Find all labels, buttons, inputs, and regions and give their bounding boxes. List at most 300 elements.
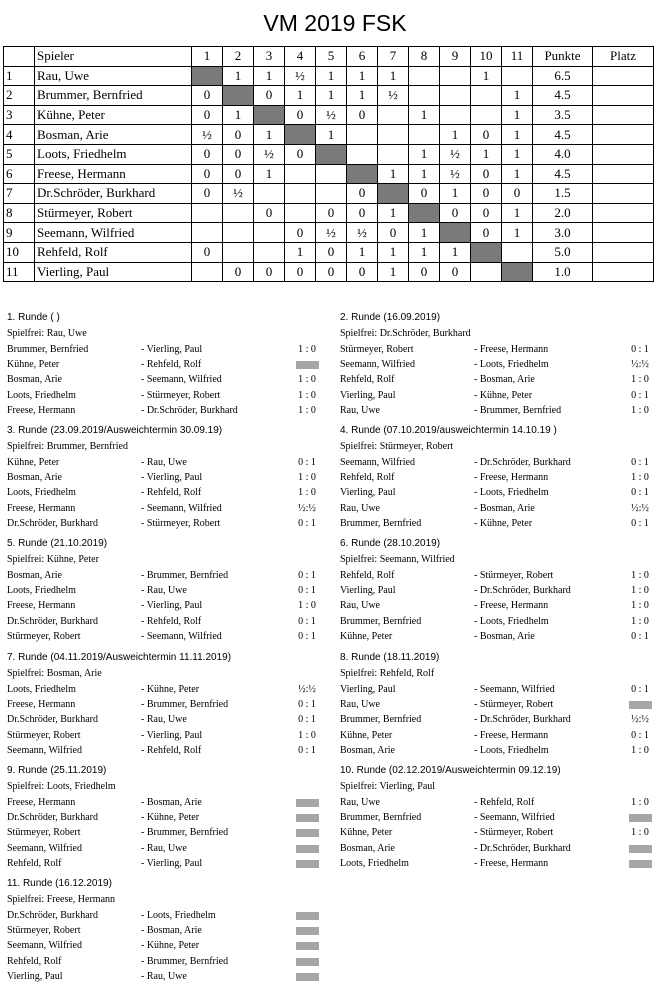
result-cell: 0: [378, 223, 409, 243]
game-result: 1 : 0: [631, 797, 649, 808]
row-number: 8: [4, 203, 35, 223]
game-row: [340, 684, 660, 699]
black-player: - Brummer, Bernfried: [474, 404, 562, 416]
game-result: 0 : 1: [298, 570, 316, 581]
result-cell: 1: [316, 66, 347, 86]
player-name: Rau, Uwe: [35, 66, 192, 86]
black-player: - Kühne, Peter: [141, 940, 200, 952]
header-cell: 2: [223, 47, 254, 67]
black-player: - Kühne, Peter: [141, 812, 200, 824]
black-player: - Loots, Friedhelm: [474, 744, 549, 756]
result-cell: 0: [254, 203, 285, 223]
game-result: 1 : 0: [631, 570, 649, 581]
result-cell: 0: [223, 262, 254, 282]
result-cell: 1: [440, 125, 471, 145]
round-block: [340, 538, 665, 648]
points-cell: 3.0: [533, 223, 593, 243]
game-row: [340, 843, 660, 858]
round-bye: Spielfrei: Freese, Hermann: [7, 894, 116, 905]
result-cell: 1: [471, 66, 502, 86]
result-cell: 1: [502, 125, 533, 145]
result-cell: 0: [192, 105, 223, 125]
white-player: Stürmeyer, Robert: [340, 344, 414, 355]
game-result: ½:½: [631, 359, 649, 371]
game-row: [7, 925, 327, 940]
black-player: - Freese, Hermann: [474, 857, 549, 869]
result-cell: ½: [316, 105, 347, 125]
round-bye: Spielfrei: Dr.Schröder, Burkhard: [340, 328, 471, 339]
game-row: [340, 405, 660, 420]
white-player: Seemann, Wilfried: [340, 359, 415, 371]
result-cell: 1: [440, 242, 471, 262]
white-player: Rau, Uwe: [340, 404, 380, 416]
round-bye: Spielfrei: Rau, Uwe: [7, 328, 87, 339]
game-row: [340, 344, 660, 359]
game-row: [340, 858, 660, 873]
black-player: - Vierling, Paul: [141, 344, 203, 355]
black-player: - Rau, Uwe: [141, 970, 187, 982]
black-player: - Loots, Friedhelm: [141, 910, 216, 921]
white-player: Loots, Friedhelm: [7, 487, 76, 499]
white-player: Loots, Friedhelm: [7, 684, 76, 695]
round-title: 4. Runde (07.10.2019/ausweichtermin 14.10.19 ): [340, 425, 557, 436]
result-cell: 0: [285, 262, 316, 282]
black-player: - Seemann, Wilfried: [474, 684, 555, 695]
result-cell: 0: [254, 262, 285, 282]
black-player: - Vierling, Paul: [141, 729, 203, 741]
game-row: [340, 487, 660, 502]
header-cell: 5: [316, 47, 347, 67]
black-player: - Vierling, Paul: [141, 857, 203, 869]
black-player: - Rehfeld, Rolf: [141, 359, 202, 371]
game-row: [340, 570, 660, 585]
game-result: 1 : 0: [298, 472, 316, 484]
pending-result-box: [296, 958, 319, 966]
game-row: [7, 730, 327, 745]
points-cell: 1.0: [533, 262, 593, 282]
result-cell: 1: [378, 164, 409, 184]
game-result: 0 : 1: [298, 517, 316, 529]
black-player: - Seemann, Wilfried: [141, 502, 222, 514]
result-cell: 0: [316, 203, 347, 223]
game-row: [7, 344, 327, 359]
game-result: 1 : 0: [631, 744, 649, 756]
white-player: Dr.Schröder, Burkhard: [7, 714, 98, 726]
game-row: [7, 390, 327, 405]
white-player: Rehfeld, Rolf: [340, 374, 395, 386]
white-player: Brummer, Bernfried: [340, 714, 422, 726]
game-result: 1 : 0: [298, 729, 316, 741]
round-bye: Spielfrei: Rehfeld, Rolf: [340, 668, 435, 679]
game-row: [340, 616, 660, 631]
result-cell: 0: [347, 203, 378, 223]
white-player: Kühne, Peter: [340, 827, 393, 839]
game-result: 0 : 1: [631, 517, 649, 529]
black-player: - Seemann, Wilfried: [474, 812, 555, 824]
result-cell: 1: [502, 144, 533, 164]
game-result: 1 : 0: [631, 600, 649, 612]
pending-result-box: [296, 973, 319, 981]
result-cell: 0: [223, 125, 254, 145]
result-cell: 1: [347, 66, 378, 86]
round-block: [7, 312, 332, 422]
game-row: [7, 472, 327, 487]
player-name: Brummer, Bernfried: [35, 86, 192, 106]
result-cell: 0: [471, 184, 502, 204]
game-row: [340, 699, 660, 714]
result-cell: 1: [471, 144, 502, 164]
black-player: - Brummer, Bernfried: [141, 699, 229, 711]
header-cell: Punkte: [533, 47, 593, 67]
game-row: [340, 600, 660, 615]
result-cell: 1: [316, 86, 347, 106]
game-row: [7, 487, 327, 502]
result-cell: 0: [192, 144, 223, 164]
result-cell: 1: [502, 203, 533, 223]
black-player: - Bosman, Arie: [141, 797, 202, 808]
black-player: - Rau, Uwe: [141, 457, 187, 468]
white-player: Rau, Uwe: [340, 797, 380, 808]
game-row: [7, 359, 327, 374]
black-player: - Bosman, Arie: [474, 630, 535, 642]
game-result: 1 : 0: [631, 472, 649, 484]
result-cell: 0: [192, 86, 223, 106]
game-row: [7, 910, 327, 925]
round-block: [7, 538, 332, 648]
white-player: Rau, Uwe: [340, 600, 380, 612]
round-title: 8. Runde (18.11.2019): [340, 652, 440, 663]
result-cell: 1: [409, 242, 440, 262]
white-player: Seemann, Wilfried: [340, 457, 415, 468]
player-name: Freese, Hermann: [35, 164, 192, 184]
result-cell: 1: [502, 86, 533, 106]
game-row: [340, 359, 660, 374]
result-cell: 1: [378, 66, 409, 86]
game-row: [7, 940, 327, 955]
white-player: Brummer, Bernfried: [340, 812, 422, 824]
player-name: Loots, Friedhelm: [35, 144, 192, 164]
result-cell: 0: [440, 262, 471, 282]
round-title: 9. Runde (25.11.2019): [7, 765, 107, 776]
result-cell: 0: [502, 184, 533, 204]
points-cell: 4.5: [533, 86, 593, 106]
pending-result-box: [629, 845, 652, 853]
pending-result-box: [296, 361, 319, 369]
black-player: - Freese, Hermann: [474, 729, 549, 741]
row-number: 7: [4, 184, 35, 204]
result-cell: 0: [471, 223, 502, 243]
white-player: Rehfeld, Rolf: [7, 955, 62, 967]
result-cell: 1: [285, 86, 316, 106]
game-result: 1 : 0: [631, 374, 649, 386]
white-player: Kühne, Peter: [340, 630, 393, 642]
game-row: [7, 745, 327, 760]
result-cell: 1: [409, 223, 440, 243]
game-row: [7, 503, 327, 518]
white-player: Bosman, Arie: [7, 472, 62, 484]
white-player: Seemann, Wilfried: [7, 744, 82, 756]
result-cell: 0: [285, 223, 316, 243]
black-player: - Loots, Friedhelm: [474, 487, 549, 499]
player-name: Bosman, Arie: [35, 125, 192, 145]
result-cell: 1: [223, 105, 254, 125]
black-player: - Kühne, Peter: [141, 684, 200, 695]
game-row: [7, 518, 327, 533]
white-player: Vierling, Paul: [340, 684, 396, 695]
result-cell: 1: [378, 203, 409, 223]
round-bye: Spielfrei: Kühne, Peter: [7, 554, 99, 565]
white-player: Dr.Schröder, Burkhard: [7, 910, 98, 921]
row-number: 9: [4, 223, 35, 243]
points-cell: 3.5: [533, 105, 593, 125]
round-title: 6. Runde (28.10.2019): [340, 538, 441, 549]
header-cell: Platz: [593, 47, 654, 67]
points-cell: 4.5: [533, 164, 593, 184]
black-player: - Rau, Uwe: [141, 842, 187, 854]
game-result: 1 : 0: [298, 344, 316, 355]
round-title: 5. Runde (21.10.2019): [7, 538, 108, 549]
black-player: - Bosman, Arie: [474, 374, 535, 386]
white-player: Vierling, Paul: [7, 970, 63, 982]
game-result: 0 : 1: [298, 714, 316, 726]
header-cell: 3: [254, 47, 285, 67]
game-result: 1 : 0: [631, 615, 649, 627]
white-player: Kühne, Peter: [7, 359, 60, 371]
round-block: [7, 425, 332, 535]
game-row: [340, 457, 660, 472]
white-player: Stürmeyer, Robert: [7, 925, 81, 937]
white-player: Vierling, Paul: [340, 487, 396, 499]
header-cell: 7: [378, 47, 409, 67]
white-player: Kühne, Peter: [7, 457, 60, 468]
black-player: - Dr.Schröder, Burkhard: [474, 457, 571, 468]
game-row: [7, 616, 327, 631]
black-player: - Dr.Schröder, Burkhard: [474, 585, 571, 597]
game-row: [340, 827, 660, 842]
header-cell: 4: [285, 47, 316, 67]
points-cell: 4.5: [533, 125, 593, 145]
white-player: Rehfeld, Rolf: [340, 472, 395, 484]
black-player: - Freese, Hermann: [474, 600, 549, 612]
black-player: - Kühne, Peter: [474, 389, 533, 401]
game-result: 1 : 0: [631, 404, 649, 416]
result-cell: ½: [440, 144, 471, 164]
result-cell: 0: [316, 262, 347, 282]
game-result: 0 : 1: [631, 389, 649, 401]
white-player: Stürmeyer, Robert: [7, 827, 81, 839]
game-row: [340, 472, 660, 487]
black-player: - Rau, Uwe: [141, 714, 187, 726]
result-cell: 1: [409, 105, 440, 125]
player-name: Stürmeyer, Robert: [35, 203, 192, 223]
white-player: Vierling, Paul: [340, 585, 396, 597]
game-row: [7, 971, 327, 986]
game-row: [7, 699, 327, 714]
black-player: - Kühne, Peter: [474, 517, 533, 529]
round-block: [7, 878, 332, 988]
result-cell: 1: [409, 144, 440, 164]
result-cell: 1: [316, 125, 347, 145]
game-row: [7, 827, 327, 842]
game-result: 1 : 0: [298, 487, 316, 499]
game-result: 0 : 1: [298, 630, 316, 642]
black-player: - Loots, Friedhelm: [474, 615, 549, 627]
points-cell: 2.0: [533, 203, 593, 223]
header-cell: 1: [192, 47, 223, 67]
white-player: Dr.Schröder, Burkhard: [7, 615, 98, 627]
white-player: Stürmeyer, Robert: [7, 729, 81, 741]
result-cell: 0: [409, 262, 440, 282]
result-cell: 0: [285, 144, 316, 164]
white-player: Brummer, Bernfried: [340, 517, 422, 529]
black-player: - Rau, Uwe: [141, 585, 187, 597]
round-title: 10. Runde (02.12.2019/Ausweichtermin 09.12.19): [340, 765, 561, 776]
result-cell: 0: [440, 203, 471, 223]
result-cell: 1: [440, 184, 471, 204]
black-player: - Bosman, Arie: [141, 925, 202, 937]
round-title: 11. Runde (16.12.2019): [7, 878, 112, 889]
white-player: Stürmeyer, Robert: [7, 630, 81, 642]
pending-result-box: [629, 701, 652, 709]
player-name: Kühne, Peter: [35, 105, 192, 125]
round-title: 3. Runde (23.09.2019/Ausweichtermin 30.09.19): [7, 425, 223, 436]
game-row: [340, 812, 660, 827]
white-player: Rau, Uwe: [340, 699, 380, 711]
result-cell: 1: [254, 125, 285, 145]
header-cell: 8: [409, 47, 440, 67]
round-block: [340, 765, 665, 875]
result-cell: 0: [192, 164, 223, 184]
points-cell: 4.0: [533, 144, 593, 164]
game-row: [340, 518, 660, 533]
result-cell: ½: [347, 223, 378, 243]
game-row: [340, 797, 660, 812]
game-result: ½:½: [298, 502, 316, 514]
result-cell: 0: [347, 184, 378, 204]
round-block: [7, 765, 332, 875]
game-row: [340, 714, 660, 729]
row-number: 10: [4, 242, 35, 262]
pending-result-box: [296, 942, 319, 950]
result-cell: 0: [471, 203, 502, 223]
points-cell: 1.5: [533, 184, 593, 204]
game-result: 0 : 1: [631, 457, 649, 468]
result-cell: 0: [471, 164, 502, 184]
white-player: Seemann, Wilfried: [7, 842, 82, 854]
game-row: [340, 374, 660, 389]
result-cell: 1: [378, 242, 409, 262]
game-result: ½:½: [631, 502, 649, 514]
game-result: 1 : 0: [298, 600, 316, 612]
game-row: [7, 956, 327, 971]
white-player: Bosman, Arie: [340, 842, 395, 854]
round-block: [340, 312, 665, 422]
game-row: [7, 797, 327, 812]
pending-result-box: [296, 927, 319, 935]
game-result: 0 : 1: [631, 630, 649, 642]
result-cell: 0: [192, 242, 223, 262]
white-player: Bosman, Arie: [340, 744, 395, 756]
black-player: - Stürmeyer, Robert: [141, 389, 221, 401]
result-cell: 1: [502, 105, 533, 125]
white-player: Brummer, Bernfried: [7, 344, 89, 355]
black-player: - Loots, Friedhelm: [474, 359, 549, 371]
result-cell: 0: [316, 242, 347, 262]
black-player: - Seemann, Wilfried: [141, 630, 222, 642]
white-player: Dr.Schröder, Burkhard: [7, 812, 98, 824]
black-player: - Freese, Hermann: [474, 472, 549, 484]
round-title: 1. Runde ( ): [7, 312, 60, 323]
row-number: 2: [4, 86, 35, 106]
game-result: 0 : 1: [298, 585, 316, 597]
game-result: 0 : 1: [631, 684, 649, 695]
white-player: Rehfeld, Rolf: [7, 857, 62, 869]
black-player: - Dr.Schröder, Burkhard: [141, 404, 238, 416]
game-result: 0 : 1: [298, 699, 316, 711]
black-player: - Rehfeld, Rolf: [141, 487, 202, 499]
black-player: - Brummer, Bernfried: [141, 827, 229, 839]
white-player: Loots, Friedhelm: [7, 389, 76, 401]
game-result: 1 : 0: [631, 827, 649, 839]
black-player: - Stürmeyer, Robert: [474, 827, 554, 839]
round-bye: Spielfrei: Vierling, Paul: [340, 781, 436, 792]
result-cell: ½: [378, 86, 409, 106]
player-name: Rehfeld, Rolf: [35, 242, 192, 262]
white-player: Brummer, Bernfried: [340, 615, 422, 627]
round-bye: Spielfrei: Loots, Friedhelm: [7, 781, 116, 792]
game-result: 0 : 1: [631, 487, 649, 499]
white-player: Loots, Friedhelm: [340, 857, 409, 869]
black-player: - Brummer, Bernfried: [141, 955, 229, 967]
game-result: 1 : 0: [298, 404, 316, 416]
result-cell: 0: [347, 105, 378, 125]
result-cell: ½: [192, 125, 223, 145]
game-result: 0 : 1: [298, 744, 316, 756]
game-row: [7, 405, 327, 420]
page-title: VM 2019 FSK: [263, 10, 407, 36]
result-cell: 1: [502, 164, 533, 184]
black-player: - Rehfeld, Rolf: [141, 615, 202, 627]
white-player: Seemann, Wilfried: [7, 940, 82, 952]
result-cell: 0: [409, 184, 440, 204]
round-title: 2. Runde (16.09.2019): [340, 312, 441, 323]
black-player: - Rehfeld, Rolf: [474, 797, 535, 808]
black-player: - Stürmeyer, Robert: [474, 570, 554, 581]
black-player: - Dr.Schröder, Burkhard: [474, 842, 571, 854]
result-cell: 1: [254, 164, 285, 184]
white-player: Freese, Hermann: [7, 502, 76, 514]
result-cell: 0: [192, 184, 223, 204]
result-cell: 1: [285, 242, 316, 262]
game-result: 0 : 1: [298, 615, 316, 627]
result-cell: 0: [254, 86, 285, 106]
round-bye: Spielfrei: Seemann, Wilfried: [340, 554, 455, 565]
black-player: - Stürmeyer, Robert: [141, 517, 221, 529]
game-row: [7, 684, 327, 699]
result-cell: ½: [285, 66, 316, 86]
black-player: - Freese, Hermann: [474, 344, 549, 355]
pending-result-box: [296, 845, 319, 853]
black-player: - Rehfeld, Rolf: [141, 744, 202, 756]
white-player: Bosman, Arie: [7, 374, 62, 386]
row-number: 1: [4, 66, 35, 86]
result-cell: 1: [223, 66, 254, 86]
round-bye: Spielfrei: Brummer, Bernfried: [7, 441, 128, 452]
header-cell: Spieler: [35, 47, 192, 67]
white-player: Kühne, Peter: [340, 729, 393, 741]
white-player: Rau, Uwe: [340, 502, 380, 514]
row-number: 5: [4, 144, 35, 164]
